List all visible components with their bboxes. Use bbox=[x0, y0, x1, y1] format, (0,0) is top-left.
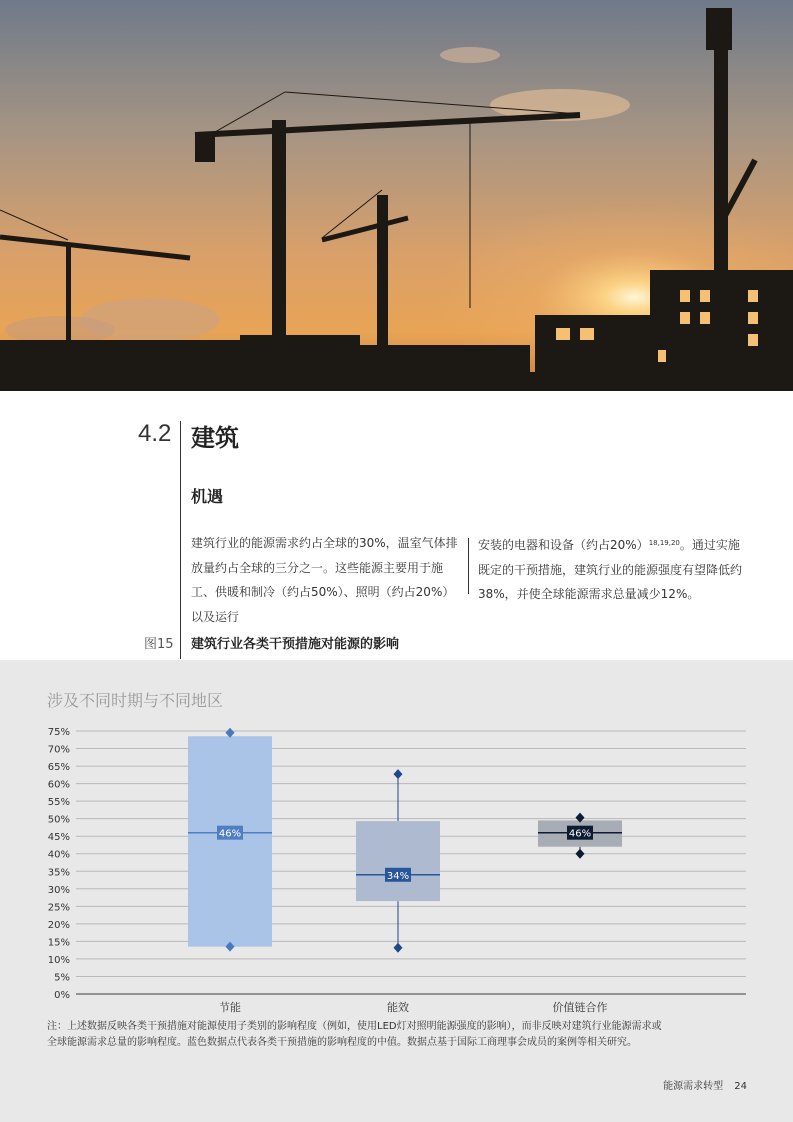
y-tick-label: 35% bbox=[47, 867, 70, 879]
box-1 bbox=[188, 736, 272, 946]
median-label: 34% bbox=[386, 870, 410, 882]
body-column-2 bbox=[478, 531, 750, 607]
y-tick-label: 30% bbox=[47, 884, 70, 896]
min-marker bbox=[576, 849, 585, 859]
subheading: 机遇 bbox=[191, 487, 224, 506]
y-tick-label: 25% bbox=[47, 902, 70, 914]
y-tick-label: 75% bbox=[47, 727, 70, 738]
max-marker bbox=[226, 728, 235, 738]
y-tick-label: 15% bbox=[47, 937, 70, 949]
note-line: 全球能源需求总量的影响程度。蓝色数据点代表各类干预措施的影响程度的中值。数据点基于国际工商理事会成员的案例等相关研究。 bbox=[47, 1037, 637, 1048]
y-tick-label: 45% bbox=[47, 832, 70, 844]
x-category-label: 价值链合作 bbox=[552, 1001, 608, 1014]
median-label: 46% bbox=[568, 828, 592, 840]
section-divider bbox=[180, 421, 181, 659]
chart-note bbox=[47, 1019, 767, 1051]
hero-photo-construction-cranes-sunset bbox=[0, 0, 793, 391]
y-tick-label: 5% bbox=[54, 972, 70, 984]
section-number: 4.2 bbox=[138, 420, 172, 447]
y-tick-label: 60% bbox=[47, 779, 70, 791]
y-tick-label: 55% bbox=[47, 797, 70, 809]
y-tick-label: 40% bbox=[47, 849, 70, 861]
footer-title: 能源需求转型 bbox=[663, 1081, 724, 1092]
reference-marks: 18,19,20 bbox=[648, 539, 680, 547]
section-title: 建筑 bbox=[191, 424, 239, 452]
y-tick-label: 0% bbox=[54, 990, 70, 1001]
y-tick-label: 20% bbox=[47, 919, 70, 931]
x-category-label: 能效 bbox=[387, 1001, 409, 1014]
body-paragraph-2 bbox=[478, 531, 750, 607]
body-column-1 bbox=[191, 531, 463, 629]
max-marker bbox=[394, 769, 403, 779]
body-text: 。通过实施既定的干预措施，建筑行业的能源强度有望降低约38%，并使全球能源需求总量减少12%。 bbox=[478, 538, 743, 601]
y-tick-label: 10% bbox=[47, 954, 70, 966]
figure-title: 建筑行业各类干预措施对能源的影响 bbox=[191, 637, 400, 652]
y-tick-label: 50% bbox=[47, 814, 70, 826]
median-label: 46% bbox=[218, 828, 242, 840]
figure-label: 图15 bbox=[144, 637, 174, 652]
note-line: 注：上述数据反映各类干预措施对能源使用子类别的影响程度（例如，使用LED灯对照明能源强度的影响），而非反映对建筑行业能源需求或 bbox=[47, 1021, 662, 1032]
page-footer bbox=[655, 1077, 747, 1092]
x-category-label: 节能 bbox=[219, 1001, 241, 1014]
box-2 bbox=[356, 821, 440, 901]
y-tick-label: 70% bbox=[47, 744, 70, 756]
chart-subtitle: 涉及不同时期与不同地区 bbox=[47, 691, 224, 710]
box-plot-chart bbox=[0, 720, 793, 1020]
column-divider bbox=[468, 538, 469, 594]
min-marker bbox=[394, 943, 403, 953]
y-tick-label: 65% bbox=[47, 762, 70, 774]
body-paragraph-1: 建筑行业的能源需求约占全球的30%，温室气体排放量约占全球的三分之一。这些能源主要用于施工、供暖和制冷（约占50%）、照明（约占20%）以及运行 bbox=[191, 536, 458, 624]
page-number: 24 bbox=[734, 1081, 747, 1092]
body-text: 安装的电器和设备（约占20%） bbox=[478, 538, 649, 552]
